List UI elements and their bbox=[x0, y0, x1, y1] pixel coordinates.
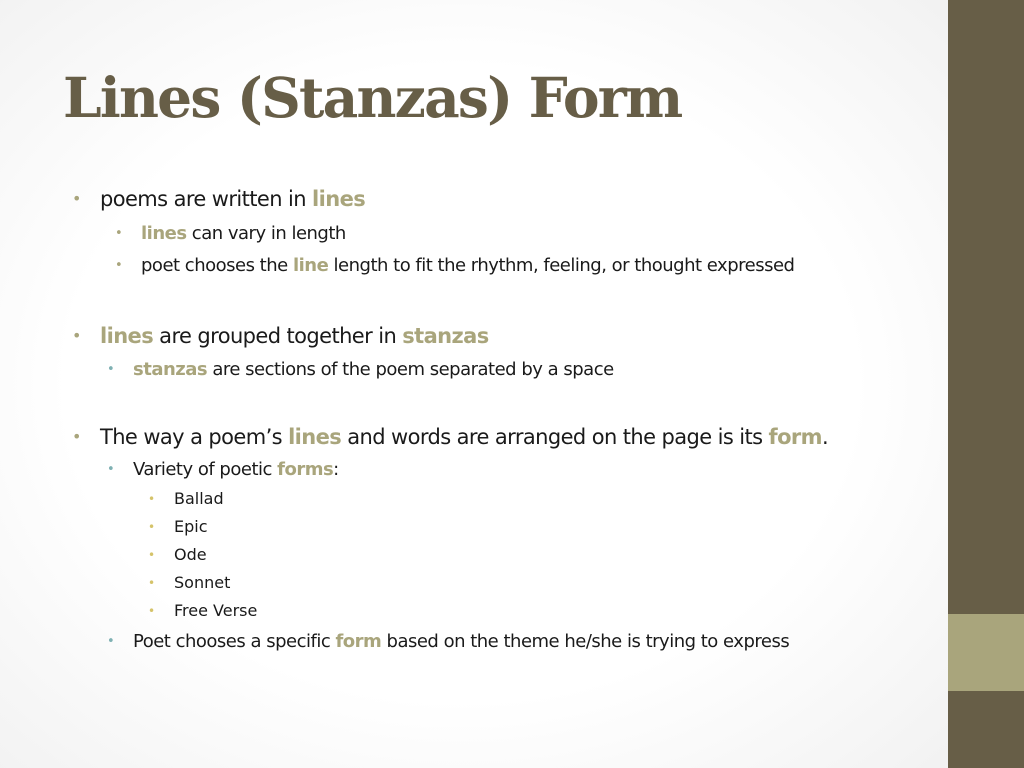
bullet-text: The way a poem’s bbox=[100, 425, 289, 449]
subbullet-stanzas-sections bbox=[107, 358, 614, 382]
slide-title: Lines (Stanzas) Form bbox=[63, 65, 682, 130]
highlight-term: lines bbox=[100, 324, 154, 348]
bullet-marker: • bbox=[72, 189, 81, 208]
form-name: Ballad bbox=[174, 489, 224, 508]
bullet-marker: • bbox=[148, 520, 156, 534]
bullet-marker: • bbox=[107, 634, 115, 649]
subbullet-lines-vary bbox=[115, 222, 346, 246]
highlight-term: lines bbox=[312, 187, 366, 211]
form-item-free-verse bbox=[148, 600, 258, 622]
highlight-term: lines bbox=[141, 223, 187, 244]
form-name: Epic bbox=[174, 517, 208, 536]
bullet-lines-grouped bbox=[72, 322, 489, 350]
form-name: Ode bbox=[174, 545, 207, 564]
highlight-term: form bbox=[335, 631, 382, 652]
bullet-marker: • bbox=[148, 492, 156, 506]
bullet-text: can vary in length bbox=[186, 223, 346, 244]
bullet-marker: • bbox=[72, 427, 81, 446]
bullet-text: length to fit the rhythm, feeling, or thought expressed bbox=[328, 255, 795, 276]
subbullet-variety-of-forms bbox=[107, 458, 339, 482]
bullet-poem-form bbox=[72, 423, 829, 451]
bullet-marker: • bbox=[115, 258, 123, 273]
form-item-ode bbox=[148, 544, 207, 566]
bullet-text: : bbox=[333, 459, 339, 480]
highlight-term: forms bbox=[277, 459, 334, 480]
highlight-term: stanzas bbox=[402, 324, 489, 348]
bullet-text: and words are arranged on the page is its bbox=[341, 425, 769, 449]
bullet-text: are grouped together in bbox=[153, 324, 403, 348]
form-item-ballad bbox=[148, 488, 224, 510]
highlight-term: form bbox=[768, 425, 822, 449]
bullet-marker: • bbox=[148, 604, 156, 618]
bullet-marker: • bbox=[148, 576, 156, 590]
bullet-text: based on the theme he/she is trying to express bbox=[381, 631, 790, 652]
bullet-text: poems are written in bbox=[100, 187, 313, 211]
bullet-text: . bbox=[821, 425, 829, 449]
bullet-marker: • bbox=[72, 326, 81, 345]
form-name: Sonnet bbox=[174, 573, 231, 592]
bullet-marker: • bbox=[148, 548, 156, 562]
form-name: Free Verse bbox=[174, 601, 258, 620]
bullet-marker: • bbox=[115, 226, 123, 241]
sidebar-accent-block bbox=[948, 614, 1024, 691]
bullet-text: Poet chooses a specific bbox=[133, 631, 336, 652]
form-item-epic bbox=[148, 516, 208, 538]
form-item-sonnet bbox=[148, 572, 231, 594]
subbullet-poet-chooses-form bbox=[107, 630, 790, 654]
highlight-term: line bbox=[292, 255, 329, 276]
subbullet-poet-chooses-line bbox=[115, 254, 795, 278]
bullet-text: Variety of poetic bbox=[133, 459, 278, 480]
bullet-poems-written-in-lines bbox=[72, 185, 366, 213]
bullet-marker: • bbox=[107, 362, 115, 377]
bullet-text: poet chooses the bbox=[141, 255, 293, 276]
highlight-term: lines bbox=[288, 425, 342, 449]
bullet-marker: • bbox=[107, 462, 115, 477]
bullet-text: are sections of the poem separated by a space bbox=[207, 359, 614, 380]
highlight-term: stanzas bbox=[133, 359, 208, 380]
